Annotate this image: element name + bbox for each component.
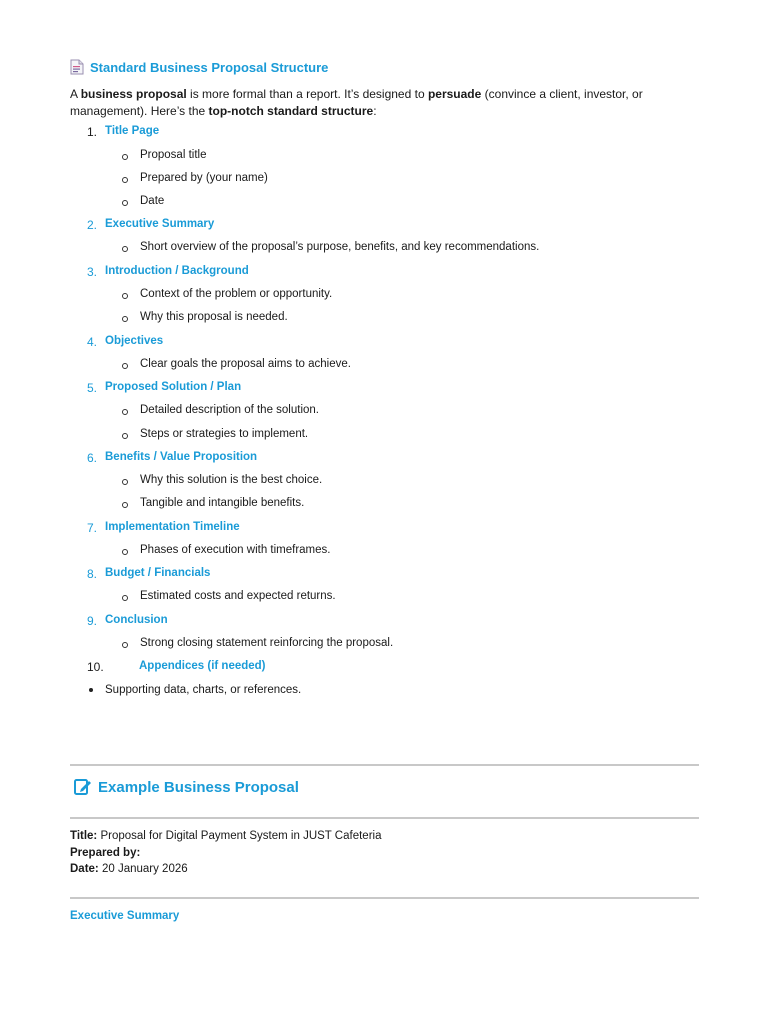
divider <box>70 897 699 899</box>
document-icon <box>70 59 84 75</box>
divider <box>70 817 699 819</box>
sub-item <box>139 404 319 416</box>
circle-bullet-icon <box>122 177 128 183</box>
sub-item <box>139 241 539 253</box>
sub-item-text: Short overview of the proposal’s purpose, benefits, and key recommendations. <box>140 241 540 253</box>
sub-item-text: Clear goals the proposal aims to achieve. <box>140 358 351 370</box>
sub-item-text: Phases of execution with timeframes. <box>140 544 331 556</box>
proposal-title-line <box>70 830 381 842</box>
circle-bullet-icon <box>122 502 128 508</box>
list-number: 5. <box>87 381 98 395</box>
list-number: 7. <box>87 521 98 535</box>
circle-bullet-icon <box>122 200 128 206</box>
sub-item-text: Tangible and intangible benefits. <box>140 497 305 509</box>
sub-item <box>139 474 322 486</box>
list-number: 8. <box>87 567 98 581</box>
list-item-title: Conclusion <box>105 614 168 626</box>
sub-item-text: Proposal title <box>140 149 207 161</box>
list-item-title: Title Page <box>105 125 160 137</box>
divider <box>70 764 699 766</box>
edit-icon <box>74 778 92 796</box>
circle-bullet-icon <box>122 409 128 415</box>
sub-item <box>139 288 332 300</box>
disc-bullet-icon <box>89 688 93 692</box>
list-number: 9. <box>87 614 98 628</box>
circle-bullet-icon <box>122 363 128 369</box>
sub-item-text: Context of the problem or opportunity. <box>140 288 333 300</box>
list-number: 1. <box>87 125 98 139</box>
prepared-by-line <box>70 847 140 859</box>
list-item-title: Appendices (if needed) <box>139 660 266 672</box>
list-item-title: Proposed Solution / Plan <box>105 381 242 393</box>
list-item-title: Implementation Timeline <box>105 521 240 533</box>
sub-item <box>139 172 268 184</box>
sub-item-text: Detailed description of the solution. <box>140 404 319 416</box>
intro-bold: business proposal <box>80 87 187 101</box>
sub-item-text: Why this proposal is needed. <box>140 311 288 323</box>
intro-bold: persuade <box>427 87 482 101</box>
sub-item <box>139 544 330 556</box>
list-item-title: Objectives <box>105 335 164 347</box>
list-item-title: Budget / Financials <box>105 567 211 579</box>
list-number: 3. <box>87 265 98 279</box>
circle-bullet-icon <box>122 549 128 555</box>
section-title: Example Business Proposal <box>98 778 299 796</box>
circle-bullet-icon <box>122 642 128 648</box>
sub-item <box>139 497 304 509</box>
bullet-item-text: Supporting data, charts, or references. <box>105 684 302 696</box>
meta-label: Title: <box>70 830 98 842</box>
circle-bullet-icon <box>122 479 128 485</box>
list-item-title: Introduction / Background <box>105 265 249 277</box>
sub-item-text: Date <box>140 195 165 207</box>
circle-bullet-icon <box>122 154 128 160</box>
intro-text: (convince a client, investor, or management). Here’s the <box>70 87 643 118</box>
list-number: 6. <box>87 451 98 465</box>
meta-value: 20 January 2026 <box>98 863 188 875</box>
bullet-item <box>105 684 301 696</box>
date-line <box>70 863 188 875</box>
meta-label: Prepared by: <box>70 847 141 859</box>
sub-item <box>139 590 336 602</box>
sub-item-text: Prepared by (your name) <box>140 172 268 184</box>
intro-bold: top-notch standard structure <box>208 104 374 118</box>
section-title: Standard Business Proposal Structure <box>90 59 329 75</box>
list-number: 2. <box>87 218 98 232</box>
sub-item-text: Strong closing statement reinforcing the proposal. <box>140 637 394 649</box>
circle-bullet-icon <box>122 316 128 322</box>
sub-item-text: Steps or strategies to implement. <box>140 428 309 440</box>
intro-text: is more formal than a report. It’s designed to <box>186 87 428 101</box>
list-number: 10. <box>87 660 104 674</box>
list-item-title: Benefits / Value Proposition <box>105 451 258 463</box>
sub-item <box>139 637 393 649</box>
sub-item <box>139 195 164 207</box>
meta-label: Date: <box>70 863 99 875</box>
sub-item <box>139 149 206 161</box>
circle-bullet-icon <box>122 595 128 601</box>
section-heading-executive-summary: Executive Summary <box>70 910 180 922</box>
circle-bullet-icon <box>122 433 128 439</box>
sub-item <box>139 358 351 370</box>
circle-bullet-icon <box>122 246 128 252</box>
list-number: 4. <box>87 335 98 349</box>
circle-bullet-icon <box>122 293 128 299</box>
meta-value: Proposal for Digital Payment System in JUST Cafeteria <box>97 830 382 842</box>
intro-paragraph <box>70 86 699 120</box>
list-item-title: Executive Summary <box>105 218 215 230</box>
sub-item-text: Why this solution is the best choice. <box>140 474 323 486</box>
intro-text: A <box>70 87 81 101</box>
sub-item-text: Estimated costs and expected returns. <box>140 590 336 602</box>
section-heading-example <box>74 778 299 796</box>
sub-item <box>139 428 308 440</box>
section-heading-structure <box>70 59 328 75</box>
intro-text: : <box>373 104 377 118</box>
sub-item <box>139 311 288 323</box>
